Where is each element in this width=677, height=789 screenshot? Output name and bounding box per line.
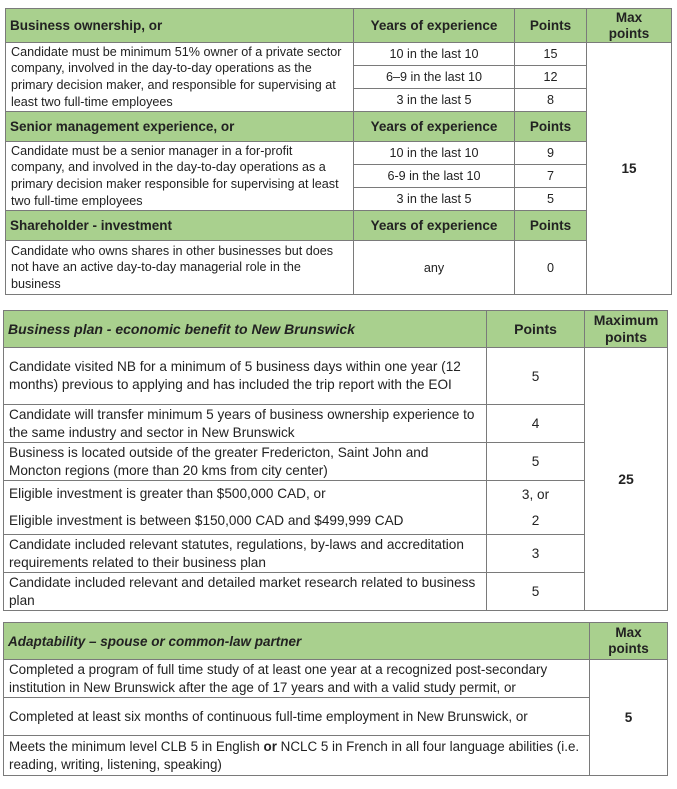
- adaptability-title: Adaptability – spouse or common-law partner: [4, 623, 590, 660]
- section-title-senior-management: Senior management experience, or: [6, 112, 354, 142]
- criterion-text: Candidate will transfer minimum 5 years of business ownership experience to the same industry and sector in New Brunswick: [4, 405, 487, 443]
- points-cell: 5: [487, 573, 585, 611]
- points-cell: 5: [515, 188, 587, 211]
- years-cell: 6–9 in the last 10: [354, 66, 515, 89]
- criterion-text: Eligible investment is greater than $500,000 CAD, or: [4, 481, 487, 508]
- years-cell: 3 in the last 5: [354, 89, 515, 112]
- max-points-header: Max points: [590, 623, 668, 660]
- points-cell: 7: [515, 165, 587, 188]
- points-cell: 4: [487, 405, 585, 443]
- points-header: Points: [515, 112, 587, 142]
- senior-management-description: Candidate must be a senior manager in a for-profit company, and involved in the day-to-day operations as a primary decision maker responsible for supervising at least two full-time employees: [6, 142, 354, 211]
- points-cell: 2: [487, 508, 585, 535]
- maximum-points-header: Maximum points: [585, 311, 668, 348]
- max-points-value: 5: [590, 660, 668, 776]
- criterion-text-part: Meets the minimum level CLB 5 in English: [9, 739, 264, 754]
- years-cell: 10 in the last 10: [354, 43, 515, 66]
- points-cell: 15: [515, 43, 587, 66]
- points-cell: 3, or: [487, 481, 585, 508]
- business-ownership-description: Candidate must be minimum 51% owner of a private sector company, involved in the day-to-day operations as the primary decision maker, and responsible for supervising at least two full-time employees: [6, 43, 354, 112]
- years-cell: 3 in the last 5: [354, 188, 515, 211]
- years-cell: any: [354, 241, 515, 295]
- points-cell: 12: [515, 66, 587, 89]
- business-plan-table: [3, 310, 668, 611]
- max-points-header: Max points: [587, 9, 672, 43]
- adaptability-table: [3, 622, 668, 776]
- max-points-value: 15: [587, 43, 672, 295]
- business-plan-title: Business plan - economic benefit to New Brunswick: [4, 311, 487, 348]
- maximum-points-value: 25: [585, 348, 668, 611]
- years-header: Years of experience: [354, 211, 515, 241]
- points-cell: 8: [515, 89, 587, 112]
- points-cell: 0: [515, 241, 587, 295]
- points-cell: 5: [487, 443, 585, 481]
- years-cell: 10 in the last 10: [354, 142, 515, 165]
- points-header: Points: [515, 211, 587, 241]
- points-header: Points: [515, 9, 587, 43]
- criterion-text-emphasis: or: [263, 739, 277, 754]
- points-header: Points: [487, 311, 585, 348]
- years-header: Years of experience: [354, 112, 515, 142]
- criterion-text: Candidate visited NB for a minimum of 5 business days within one year (12 months) previous to applying and has included the trip report with the EOI: [4, 348, 487, 405]
- shareholder-description: Candidate who owns shares in other businesses but does not have an active day-to-day managerial role in the business: [6, 241, 354, 295]
- criterion-text: Completed a program of full time study of at least one year at a recognized post-secondary institution in New Brunswick after the age of 17 years and with a valid study permit, or: [4, 660, 590, 698]
- criterion-text-part: NCLC 5 in French in all four language abilities (i.e. reading, writing, listening, speaking): [9, 739, 580, 772]
- years-header: Years of experience: [354, 9, 515, 43]
- experience-table: [5, 8, 672, 295]
- criterion-text: Business is located outside of the greater Fredericton, Saint John and Moncton regions (more than 20 kms from city center): [4, 443, 487, 481]
- section-title-business-ownership: Business ownership, or: [6, 9, 354, 43]
- points-cell: 5: [487, 348, 585, 405]
- criterion-text: Completed at least six months of continuous full-time employment in New Brunswick, or: [4, 698, 590, 736]
- criterion-text: Candidate included relevant statutes, regulations, by-laws and accreditation requirements related to their business plan: [4, 535, 487, 573]
- criterion-text: Candidate included relevant and detailed market research related to business plan: [4, 573, 487, 611]
- years-cell: 6-9 in the last 10: [354, 165, 515, 188]
- criterion-text: [4, 736, 590, 776]
- criterion-text: Eligible investment is between $150,000 CAD and $499,999 CAD: [4, 508, 487, 535]
- points-cell: 9: [515, 142, 587, 165]
- points-cell: 3: [487, 535, 585, 573]
- section-title-shareholder: Shareholder - investment: [6, 211, 354, 241]
